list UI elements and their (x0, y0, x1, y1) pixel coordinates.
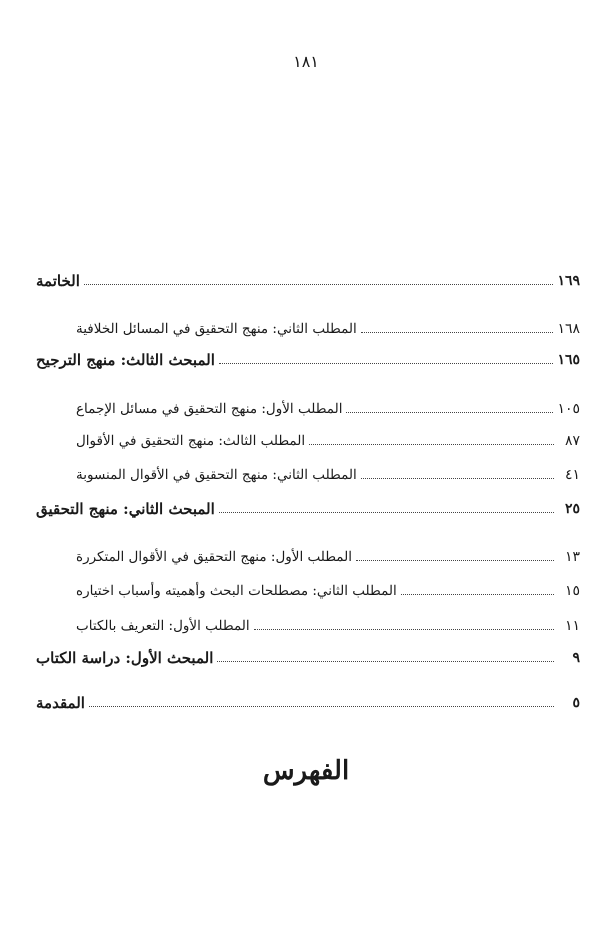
toc-entry-title: المبحث الأول: دراسة الكتاب (36, 649, 214, 667)
leader-dots (346, 411, 553, 413)
toc-entry[interactable] (30, 347, 580, 369)
toc-entry-title: المطلب الأول: التعريف بالكتاب (76, 618, 250, 634)
toc-entry[interactable] (30, 690, 580, 712)
toc-entry-page: ٥ (572, 695, 580, 711)
toc-entry-title: المطلب الثاني: مصطلحات البحث وأهميته وأسباب اختياره (76, 583, 397, 599)
toc-entry-page: ١٠٥ (557, 401, 580, 417)
toc-entry-title: الخاتمة (36, 272, 80, 290)
leader-dots (361, 331, 554, 333)
leader-dots (219, 362, 554, 364)
toc-entry[interactable] (70, 544, 580, 566)
toc-entry-title: المطلب الأول: منهج التحقيق في الأقوال المتكررة (76, 549, 352, 565)
toc-entry[interactable] (70, 396, 580, 418)
leader-dots (89, 705, 554, 707)
toc-entry-page: ٢٥ (564, 501, 580, 517)
toc-entry-page: ١٦٩ (557, 273, 580, 289)
leader-dots (219, 511, 554, 513)
leader-dots (401, 593, 554, 595)
toc-entry[interactable] (70, 613, 580, 635)
leader-dots (361, 477, 554, 479)
toc-entry-title: المطلب الأول: منهج التحقيق في مسائل الإجماع (76, 401, 343, 417)
leader-dots (84, 283, 554, 285)
toc-entry[interactable] (30, 645, 580, 667)
toc-entry-page: ١١ (564, 618, 580, 634)
toc-entry[interactable] (70, 316, 580, 338)
page-number: ١٨١ (293, 52, 319, 71)
toc-entry-page: ١٣ (564, 549, 580, 565)
toc-entry[interactable] (30, 268, 580, 290)
leader-dots (254, 628, 554, 630)
toc-entry-title: المطلب الثالث: منهج التحقيق في الأقوال (76, 433, 306, 449)
toc-entry-title: المقدمة (36, 694, 85, 712)
toc-entry-page: ٨٧ (564, 433, 580, 449)
toc-entry-page: ١٥ (564, 583, 580, 599)
page-heading: الفهرس (262, 756, 350, 786)
toc-entry-title: المبحث الثاني: منهج التحقيق (36, 500, 215, 518)
toc-entry-page: ١٦٥ (557, 352, 580, 368)
toc-entry[interactable] (70, 462, 580, 484)
toc-entry-page: ٩ (572, 650, 580, 666)
toc-entry-page: ٤١ (564, 467, 580, 483)
leader-dots (309, 443, 554, 445)
toc-entry[interactable] (70, 578, 580, 600)
toc-entry-page: ١٦٨ (557, 321, 580, 337)
toc-entry-title: المطلب الثاني: منهج التحقيق في الأقوال المنسوبة (76, 467, 357, 483)
toc-entry-title: المطلب الثاني: منهج التحقيق في المسائل الخلافية (76, 321, 357, 337)
toc-entry[interactable] (70, 428, 580, 450)
toc-entry[interactable] (30, 496, 580, 518)
leader-dots (356, 559, 554, 561)
toc-entry-title: المبحث الثالث: منهج الترجيح (36, 351, 215, 369)
leader-dots (217, 660, 554, 662)
